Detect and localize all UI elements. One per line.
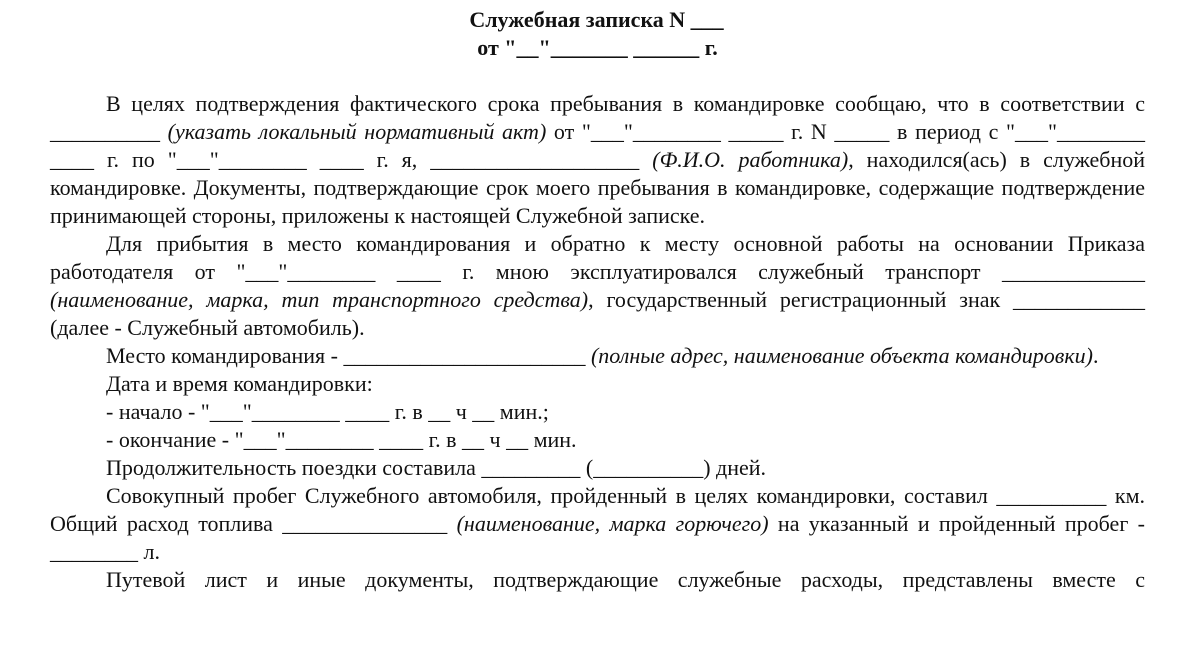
memo-document — [50, 6, 1145, 594]
paragraph-text: , государственный регистрационный знак ____________ (далее - Служебный автомобиль). — [50, 287, 1145, 340]
italic-hint: (полные адрес, наименование объекта командировки) — [590, 343, 1093, 368]
paragraph-text: на указанный и пройденный пробег - ________ л. — [50, 511, 1146, 564]
paragraph-text: от "___"________ _____ г. N _____ в период с "___"________ ____ г. по "___"________ ____ г. я, ___________________ — [50, 119, 1145, 172]
document-title: Служебная записка N ___ — [469, 7, 724, 32]
italic-hint: (наименование, марка, тип транспортного средства) — [50, 287, 589, 312]
italic-hint: (Ф.И.О. работника) — [652, 147, 849, 172]
paragraph-trip-confirmation — [50, 90, 1145, 230]
document-body — [50, 90, 1145, 594]
paragraph-text: Место командирования - ______________________ — [106, 343, 591, 368]
paragraph-datetime-heading: Дата и время командировки: — [106, 371, 373, 396]
paragraph-text: Для прибытия в место командирования и обратно к месту основной работы на основании Приказа работодателя от "___"________ ____ г. мною эксплуатировался служебный транспорт _____________ — [50, 231, 1145, 284]
italic-hint: (указать локальный нормативный акт) — [167, 119, 547, 144]
italic-hint: (наименование, марка горючего) — [456, 511, 769, 536]
paragraph-text: В целях подтверждения фактического срока пребывания в командировке сообщаю, что в соответствии с __________ — [50, 91, 1145, 144]
paragraph-text: Совокупный пробег Служебного автомобиля, пройденный в целях командировки, составил __________ км. Общий расход топлива _______________ — [50, 483, 1145, 536]
paragraph-duration: Продолжительность поездки составила _________ (__________) дней. — [106, 455, 767, 480]
paragraph-mileage — [50, 482, 1145, 566]
paragraph-text: , находился(ась) в служебной командировке. Документы, подтверждающие срок моего пребывания в командировке, содержащие подтверждение принимающей стороны, приложены к настоящей Служебной записке. — [50, 147, 1145, 228]
paragraph-start: - начало - "___"________ ____ г. в __ ч __ мин.; — [106, 399, 549, 424]
paragraph-end: - окончание - "___"________ ____ г. в __ ч __ мин. — [106, 427, 577, 452]
paragraph-vehicle — [50, 230, 1145, 342]
paragraph-text: . — [1092, 343, 1099, 368]
document-date-line: от "__"_______ ______ г. — [477, 35, 718, 60]
paragraph-waybill: Путевой лист и иные документы, подтверждающие служебные расходы, представлены вместе с — [106, 567, 1145, 592]
paragraph-destination — [50, 342, 1145, 370]
